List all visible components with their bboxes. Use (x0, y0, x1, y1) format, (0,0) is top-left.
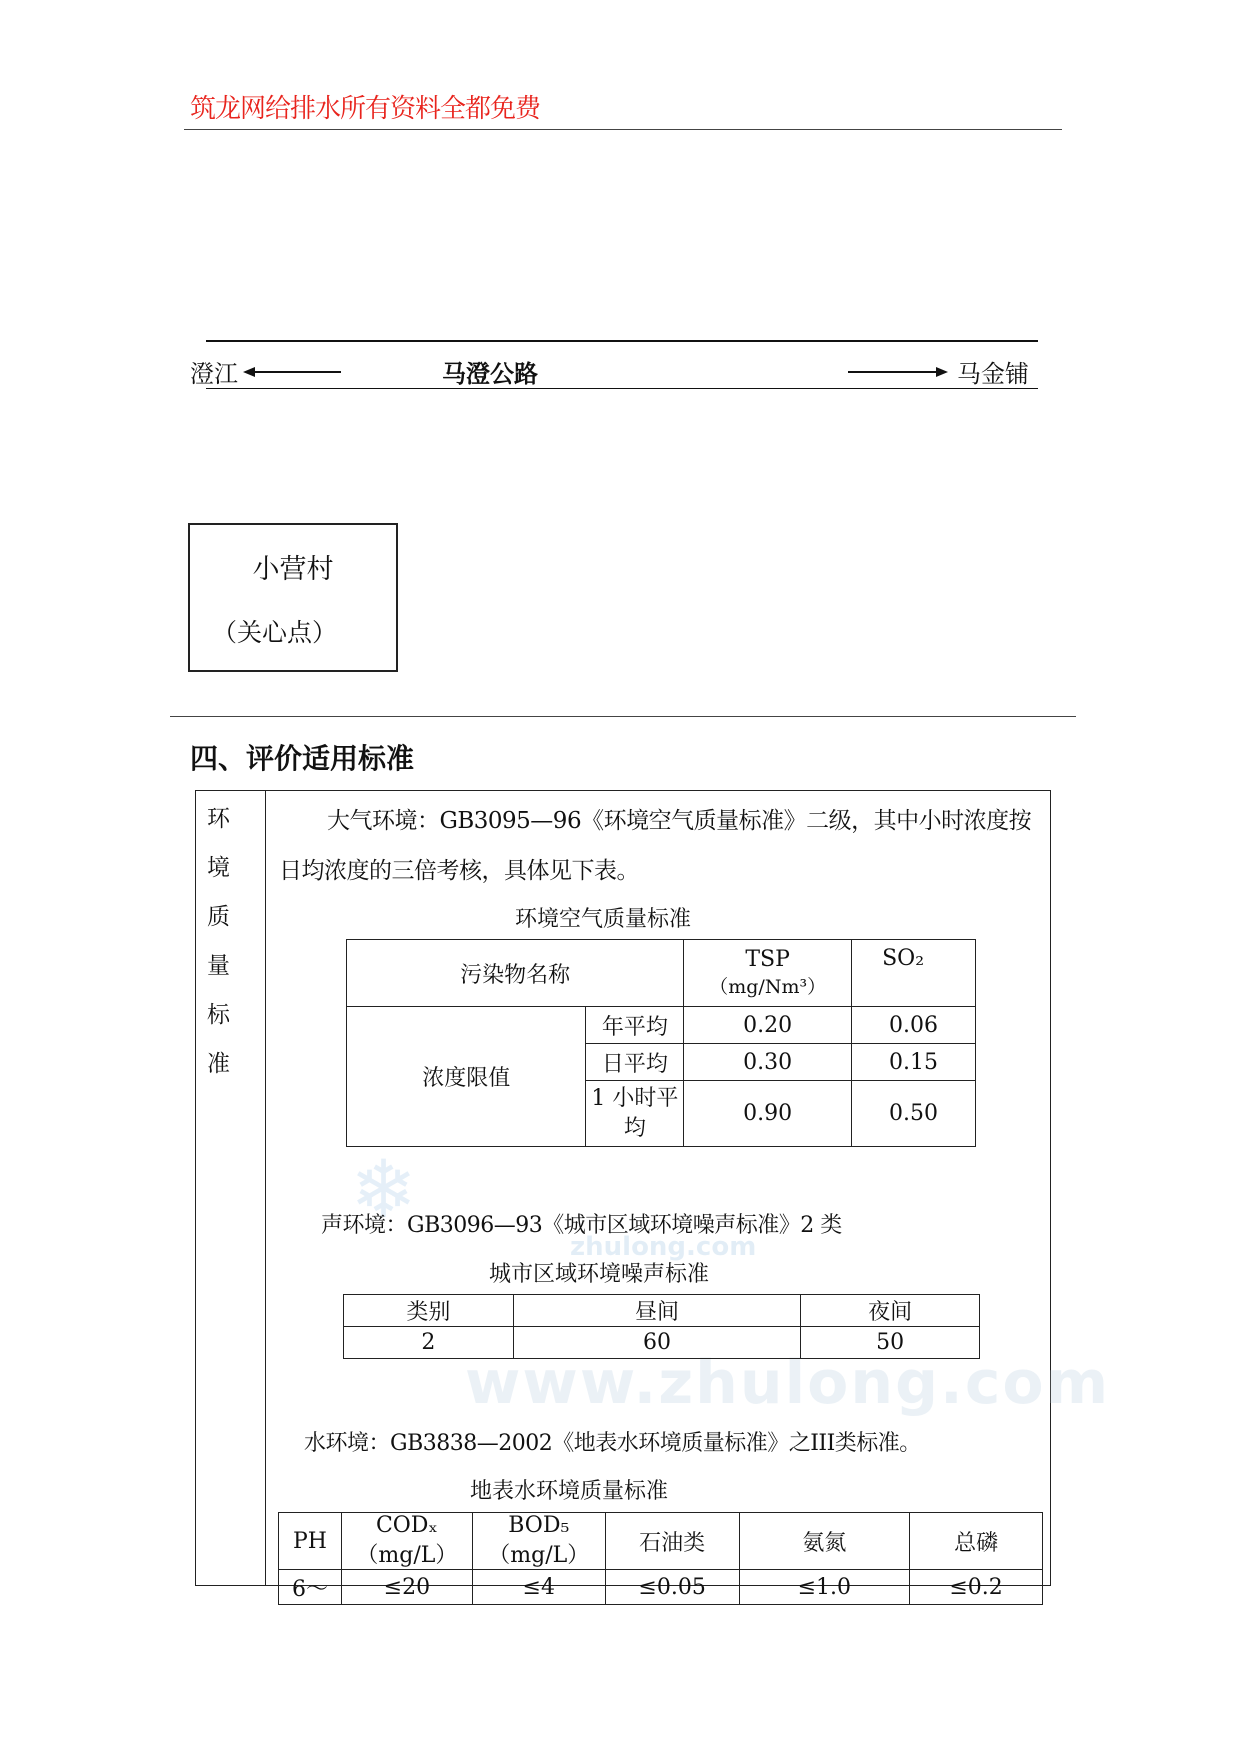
air-header-pollutant: 污染物名称 (347, 940, 684, 1007)
water-header-cell: BOD₅（mg/L） (472, 1513, 605, 1570)
noise-header-cell: 类别 (344, 1295, 514, 1327)
air-row-group-label: 浓度限值 (347, 1007, 586, 1147)
side-label-char: 标 (207, 1002, 230, 1028)
road-name: 马澄公路 (442, 360, 538, 388)
road-top-line (206, 340, 1038, 342)
water-header-cell: 总磷 (910, 1513, 1043, 1570)
air-period: 日平均 (586, 1044, 684, 1081)
air-period: 年平均 (586, 1007, 684, 1044)
village-name: 小营村 (252, 554, 334, 585)
snowflake-logo-icon: ❄ (350, 1143, 418, 1236)
road-bottom-line (206, 388, 1038, 389)
road-left-place: 澄江 (190, 360, 238, 388)
air-header-tsp-name: TSP (745, 947, 790, 972)
water-cell: ≤1.0 (739, 1570, 910, 1605)
side-label-char: 境 (207, 855, 230, 881)
noise-cell: 2 (344, 1327, 514, 1359)
air-tsp-value: 0.20 (684, 1007, 852, 1044)
air-so2-value: 0.15 (852, 1044, 976, 1081)
air-header-tsp (684, 940, 852, 1007)
air-quality-table (346, 939, 976, 1147)
air-table-caption: 环境空气质量标准 (515, 907, 692, 932)
water-cell: ≤0.2 (910, 1570, 1043, 1605)
frame-divider (265, 790, 266, 1586)
air-so2-value: 0.50 (852, 1081, 976, 1147)
noise-table-caption: 城市区域环境噪声标准 (489, 1262, 710, 1287)
village-note: （关心点） (212, 618, 338, 647)
water-header-cell: PH (279, 1513, 342, 1570)
table-header-row (347, 940, 976, 1007)
water-cell: 6～ (279, 1570, 342, 1605)
water-paragraph: 水环境：GB3838—2002《地表水环境质量标准》之III类标准。 (304, 1431, 921, 1456)
water-cell: ≤20 (341, 1570, 472, 1605)
noise-paragraph: 声环境：GB3096—93《城市区域环境噪声标准》2 类 (321, 1213, 842, 1238)
water-header-cell: CODₓ（mg/L） (341, 1513, 472, 1570)
side-label-char: 质 (207, 904, 230, 930)
side-label-char: 环 (207, 806, 230, 832)
table-header-row (344, 1295, 980, 1327)
water-header-cell: 石油类 (605, 1513, 739, 1570)
watermark-url: www.zhulong.com (465, 1348, 1111, 1418)
noise-cell: 60 (513, 1327, 801, 1359)
water-table-caption: 地表水环境质量标准 (470, 1479, 669, 1504)
section-divider (170, 716, 1076, 717)
noise-header-cell: 夜间 (801, 1295, 980, 1327)
watermark-site: zhulong.com (570, 1232, 757, 1262)
air-header-so2: SO₂ (852, 940, 976, 1007)
noise-cell: 50 (801, 1327, 980, 1359)
section-heading: 四、评价适用标准 (190, 742, 415, 775)
village-box (188, 523, 398, 672)
air-paragraph-line1: 大气环境：GB3095—96《环境空气质量标准》二级，其中小时浓度按 (327, 808, 1032, 834)
table-row (344, 1327, 980, 1359)
air-paragraph-line2: 日均浓度的三倍考核，具体见下表。 (279, 858, 639, 884)
left-arrow-icon (243, 364, 343, 380)
side-label-char: 量 (207, 953, 230, 979)
water-header-cell: 氨氮 (739, 1513, 910, 1570)
table-row (347, 1007, 976, 1044)
noise-table (343, 1294, 980, 1359)
table-header-row (279, 1513, 1043, 1570)
air-period: 1 小时平均 (586, 1081, 684, 1147)
header-rule (184, 129, 1062, 130)
water-cell: ≤4 (472, 1570, 605, 1605)
air-tsp-value: 0.90 (684, 1081, 852, 1147)
noise-header-cell: 昼间 (513, 1295, 801, 1327)
water-quality-table (278, 1512, 1043, 1605)
side-label-char: 准 (207, 1051, 230, 1077)
table-row (279, 1570, 1043, 1605)
header-text: 筑龙网给排水所有资料全都免费 (190, 94, 541, 124)
right-arrow-icon (848, 364, 948, 380)
water-cell: ≤0.05 (605, 1570, 739, 1605)
air-tsp-value: 0.30 (684, 1044, 852, 1081)
road-right-place: 马金铺 (957, 360, 1029, 388)
air-header-tsp-unit: （mg/Nm³） (709, 976, 827, 998)
air-so2-value: 0.06 (852, 1007, 976, 1044)
